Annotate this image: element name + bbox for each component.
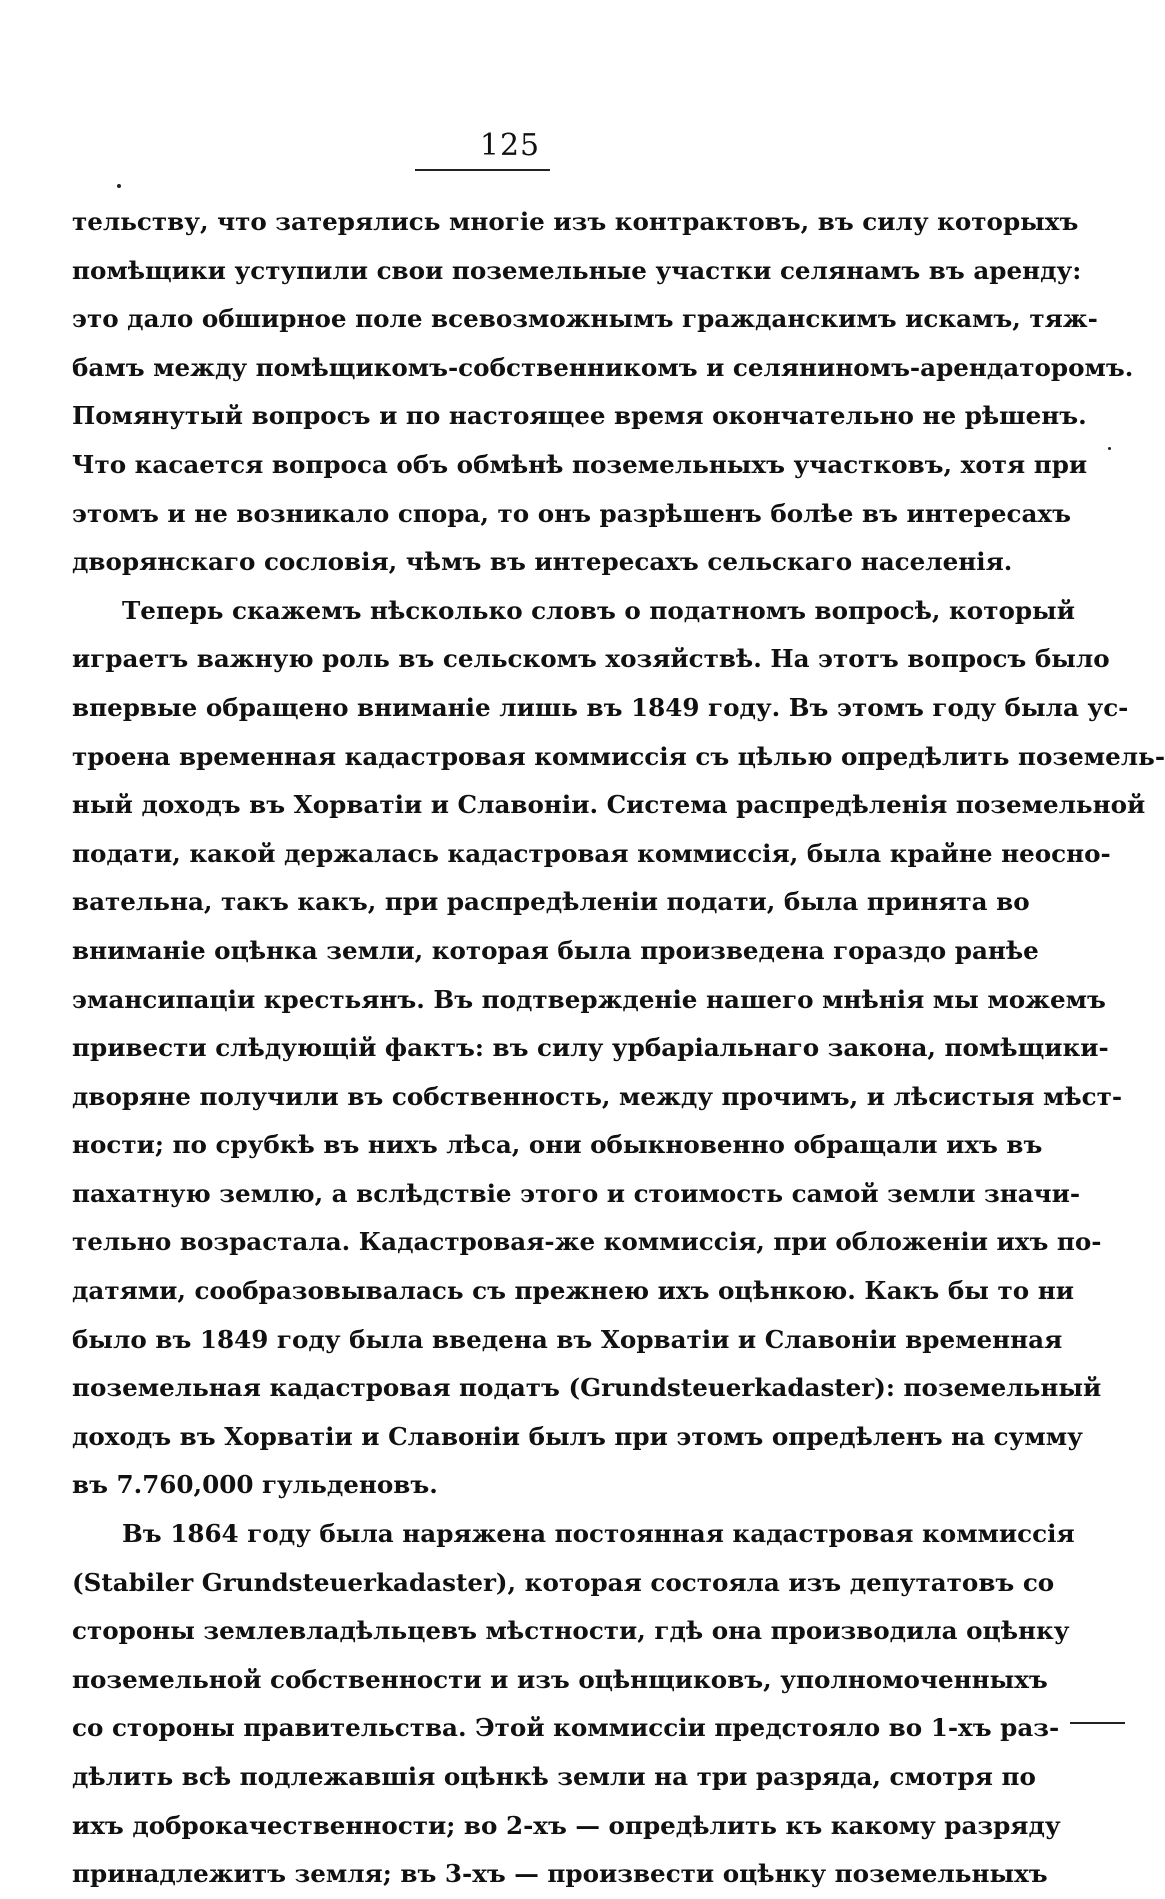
text-line: привести слѣдующій фактъ: въ силу урбаріальнаго закона, помѣщики- [72,1033,1109,1063]
body-text [72,198,1165,1899]
text-line: датями, сообразовывалась съ прежнею ихъ оцѣнкою. Какъ бы то ни [72,1276,1074,1306]
text-line: дѣлить всѣ подлежавшія оцѣнкѣ земли на три разряда, смотря по [72,1762,1036,1791]
margin-dash [1070,1722,1125,1724]
text-line: Теперь скажемъ нѣсколько словъ о податномъ вопросѣ, который [122,595,1075,625]
print-speck [1108,447,1111,450]
text-line: ности; по срубкѣ въ нихъ лѣса, они обыкновенно обращали ихъ въ [72,1130,1043,1160]
text-line: помѣщики уступили свои поземельные участки селянамъ въ аренду: [72,255,1082,285]
text-line: ихъ доброкачественности; во 2-хъ — опредѣлить къ какому разряду [72,1810,1061,1840]
text-line: пахатную землю, а вслѣдствіе этого и стоимость самой земли значи- [72,1178,1081,1208]
text-line: эмансипаціи крестьянъ. Въ подтвержденіе нашего мнѣнія мы можемъ [72,984,1106,1014]
page-number-rule [415,169,550,171]
print-speck [117,184,121,188]
text-line: было въ 1849 году была введена въ Хорватіи и Славоніи временная [72,1324,1063,1354]
text-line: поземельной собственности и изъ оцѣнщиковъ, уполномоченныхъ [72,1664,1048,1694]
text-line: вниманіе оцѣнка земли, которая была произведена гораздо ранѣе [72,935,1039,965]
text-line: ный доходъ въ Хорватіи и Славоніи. Система распредѣленія поземельной [72,790,1146,820]
text-line: принадлежитъ земля; въ 3-хъ — произвести оцѣнку поземельныхъ [72,1859,1048,1889]
text-line: тельству, что затерялись многіе изъ контрактовъ, въ силу которыхъ [72,207,1079,236]
text-line: бамъ между помѣщикомъ-собственникомъ и селяниномъ-арендаторомъ. [72,352,1134,382]
text-line: тельно возрастала. Кадастровая-же коммиссія, при обложеніи ихъ по- [72,1227,1102,1257]
text-line: стороны землевладѣльцевъ мѣстности, гдѣ она производила оцѣнку [72,1616,1070,1646]
text-line: играетъ важную роль въ сельскомъ хозяйствѣ. На этотъ вопросъ было [72,644,1110,674]
text-line: со стороны правительства. Этой коммиссіи предстояло во 1-хъ раз- [72,1713,1060,1743]
text-line: дворяне получили въ собственность, между прочимъ, и лѣсистыя мѣст- [72,1081,1123,1111]
text-line: (Stabiler Grundsteuerkadaster), которая состояла изъ депутатовъ со [72,1567,1055,1597]
text-line: подати, какой держалась кадастровая коммиссія, была крайне неосно- [72,838,1111,868]
text-line: въ 7.760,000 гульденовъ. [72,1470,438,1500]
text-line: впервые обращено вниманіе лишь въ 1849 году. Въ этомъ году была ус- [72,692,1129,722]
text-line: это дало обширное поле всевозможнымъ гражданскимъ искамъ, тяж- [72,304,1098,334]
text-line: этомъ и не возникало спора, то онъ разрѣшенъ болѣе въ интересахъ [72,498,1071,528]
text-line: Что касается вопроса объ обмѣнѣ поземельныхъ участковъ, хотя при [72,449,1088,479]
text-line: дворянскаго сословія, чѣмъ въ интересахъ сельскаго населенія. [72,547,1013,577]
text-line: поземельная кадастровая податъ (Grundsteuerkadaster): поземельный [72,1373,1102,1403]
text-line: Въ 1864 году была наряжена постоянная кадастровая коммиссія [122,1519,1075,1549]
text-line: вательна, такъ какъ, при распредѣленіи подати, была принята во [72,887,1030,917]
text-line: троена временная кадастровая коммиссія съ цѣлью опредѣлить поземель- [72,741,1165,771]
text-line: доходъ въ Хорватіи и Славоніи былъ при этомъ опредѣленъ на сумму [72,1421,1083,1451]
text-line: Помянутый вопросъ и по настоящее время окончательно не рѣшенъ. [72,401,1087,431]
page-number: 125 [479,128,541,163]
